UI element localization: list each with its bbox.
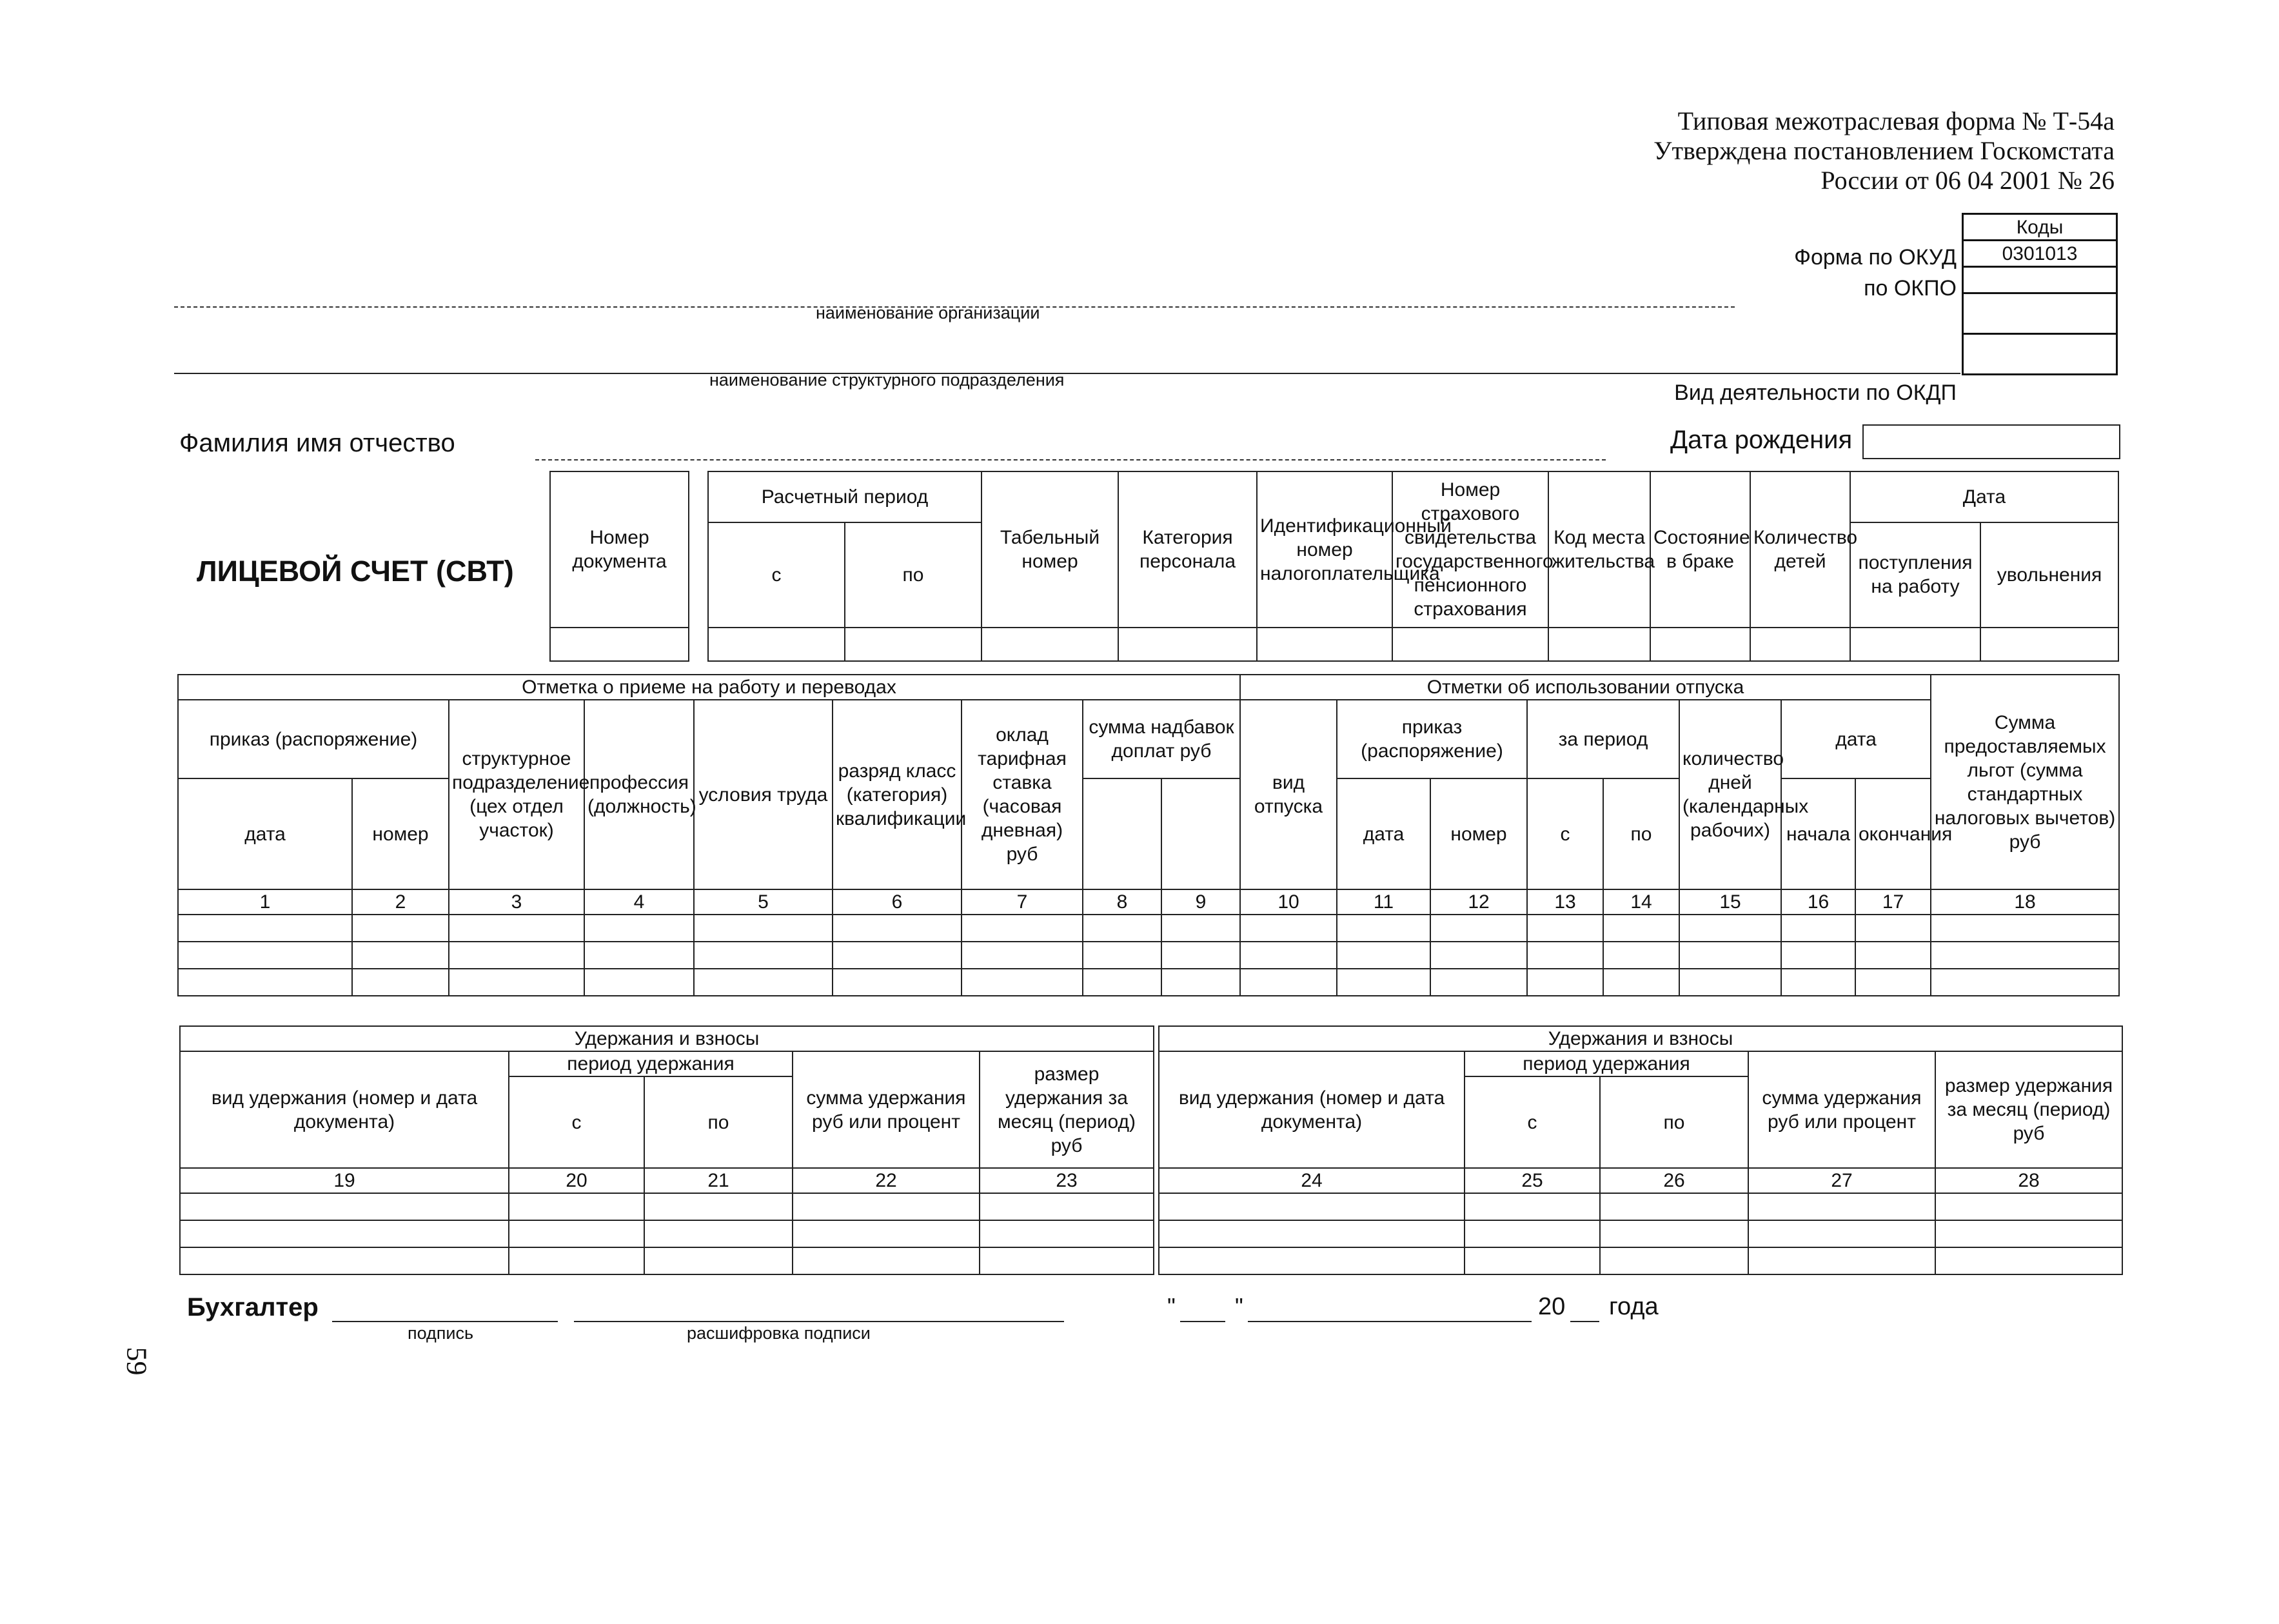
header-table	[549, 471, 2119, 662]
order-header: приказ (распоряжение)	[178, 700, 449, 778]
period-header: Расчетный период	[708, 471, 982, 522]
table-row[interactable]	[1159, 1193, 2122, 1220]
bonus-sub-2	[1161, 778, 1240, 889]
deduction-from-header: с	[1465, 1076, 1600, 1168]
dismiss-date-header: увольнения	[1980, 522, 2118, 628]
col-number: 16	[1781, 889, 1855, 915]
birth-label: Дата рождения	[1670, 426, 1853, 454]
cell[interactable]	[550, 628, 689, 661]
column-numbers-row	[178, 889, 2119, 915]
deduction-period-header: период удержания	[1465, 1051, 1748, 1076]
form-type: Типовая межотраслевая форма № Т-54а	[1677, 106, 2115, 135]
hire-vacation-table	[177, 674, 2120, 996]
col-number: 12	[1430, 889, 1527, 915]
cell[interactable]	[1548, 628, 1650, 661]
signature-caption: подпись	[408, 1323, 474, 1343]
inn-header: Идентификационный номер налогоплательщика	[1257, 471, 1392, 628]
year-suffix: года	[1609, 1293, 1659, 1320]
residence-header: Код места жительства	[1548, 471, 1650, 628]
deduction-amount-header: сумма удержания руб или процент	[793, 1051, 980, 1168]
benefits-header: Сумма предоставляемых льгот (сумма стандартных налоговых вычетов) руб	[1931, 675, 2119, 889]
col-number: 28	[1935, 1168, 2122, 1193]
grade-header: разряд класс (категория) квалификации	[833, 700, 962, 889]
deductions-group-header-right: Удержания и взносы	[1159, 1026, 2122, 1051]
col-number: 11	[1337, 889, 1430, 915]
day-line[interactable]	[1180, 1321, 1225, 1322]
okdp-value-1[interactable]	[1963, 293, 2117, 334]
deductions-table-right	[1158, 1025, 2123, 1275]
col-number: 15	[1679, 889, 1781, 915]
tab-number-header: Табельный номер	[982, 471, 1118, 628]
col-number: 5	[694, 889, 833, 915]
col-number: 26	[1600, 1168, 1748, 1193]
table-row[interactable]	[178, 942, 2119, 969]
col-number: 27	[1748, 1168, 1935, 1193]
deduction-type-header: вид удержания (номер и дата документа)	[180, 1051, 509, 1168]
end-header: окончания	[1855, 778, 1931, 889]
period-to-header: по	[845, 522, 982, 628]
salary-header: оклад тарифная ставка (часовая дневная) руб	[962, 700, 1083, 889]
quote-open: "	[1167, 1293, 1176, 1320]
cell[interactable]	[1850, 628, 1980, 661]
col-number: 14	[1603, 889, 1679, 915]
okpo-label: по ОКПО	[1864, 276, 1957, 301]
col-number: 7	[962, 889, 1083, 915]
period-from-header: с	[708, 522, 845, 628]
cell[interactable]	[1980, 628, 2118, 661]
profession-header: профессия (должность)	[584, 700, 694, 889]
cell[interactable]	[1650, 628, 1750, 661]
cell[interactable]	[1257, 628, 1392, 661]
col-number: 24	[1159, 1168, 1465, 1193]
order-date-header: дата	[178, 778, 352, 889]
vacation-type-header: вид отпуска	[1240, 700, 1337, 889]
category-header: Категория персонала	[1118, 471, 1257, 628]
decoding-caption: расшифровка подписи	[687, 1323, 871, 1343]
fio-label: Фамилия имя отчество	[179, 429, 455, 457]
deduction-from-header: с	[509, 1076, 644, 1168]
fio-line[interactable]	[535, 459, 1606, 460]
document-title: ЛИЦЕВОЙ СЧЕТ (СВТ)	[197, 555, 514, 588]
children-header: Количество детей	[1750, 471, 1850, 628]
cell[interactable]	[1118, 628, 1257, 661]
deductions-table-left	[179, 1025, 1154, 1275]
col-number: 23	[980, 1168, 1154, 1193]
col-number: 2	[352, 889, 449, 915]
col-number: 25	[1465, 1168, 1600, 1193]
conditions-header: условия труда	[694, 700, 833, 889]
bonus-header: сумма надбавок доплат руб	[1083, 700, 1240, 778]
vac-date-header: дата	[1337, 778, 1430, 889]
subdivision-line[interactable]	[174, 373, 1960, 374]
col-number: 18	[1931, 889, 2119, 915]
vac-period-header: за период	[1527, 700, 1679, 778]
cell[interactable]	[845, 628, 982, 661]
col-number: 4	[584, 889, 694, 915]
table-row[interactable]	[178, 915, 2119, 942]
cell[interactable]	[1750, 628, 1850, 661]
col-number: 21	[644, 1168, 793, 1193]
order-number-header: номер	[352, 778, 449, 889]
accountant-label: Бухгалтер	[187, 1293, 319, 1322]
quote-close: "	[1235, 1293, 1243, 1320]
codes-box	[1962, 213, 2118, 375]
codes-title: Коды	[1963, 214, 2117, 241]
table-row[interactable]	[180, 1193, 1154, 1220]
approval-line: Утверждена постановлением Госкомстата	[1653, 136, 2115, 165]
okud-label: Форма по ОКУД	[1794, 245, 1957, 270]
table-row[interactable]	[180, 1220, 1154, 1247]
signature-line[interactable]	[332, 1321, 558, 1322]
year-line[interactable]	[1570, 1321, 1599, 1322]
col-number: 19	[180, 1168, 509, 1193]
vac-from-header: с	[1527, 778, 1603, 889]
birth-date-field[interactable]	[1862, 424, 2120, 459]
vac-order-header: приказ (распоряжение)	[1337, 700, 1527, 778]
days-header: количество дней (календарных рабочих)	[1679, 700, 1781, 889]
deduction-monthly-header: размер удержания за месяц (период) руб	[1935, 1051, 2122, 1168]
form-header	[1653, 106, 2115, 195]
col-number: 3	[449, 889, 584, 915]
okud-value: 0301013	[1963, 241, 2117, 267]
cell[interactable]	[1392, 628, 1548, 661]
col-number: 8	[1083, 889, 1161, 915]
deduction-monthly-header: размер удержания за месяц (период) руб	[980, 1051, 1154, 1168]
column-numbers-row	[180, 1168, 1154, 1193]
subdivision-caption: наименование структурного подразделения	[709, 370, 1065, 390]
col-number: 1	[178, 889, 352, 915]
hire-date-header: поступления на работу	[1850, 522, 1980, 628]
marital-header: Состояние в браке	[1650, 471, 1750, 628]
cell[interactable]	[982, 628, 1118, 661]
okpo-value[interactable]	[1963, 267, 2117, 293]
okdp-value-2[interactable]	[1963, 334, 2117, 375]
snils-header: Номер страхового свидетельства государственного пенсионного страхования	[1392, 471, 1548, 628]
table-row[interactable]	[1159, 1220, 2122, 1247]
col-number: 10	[1240, 889, 1337, 915]
col-number: 13	[1527, 889, 1603, 915]
deduction-period-header: период удержания	[509, 1051, 793, 1076]
cell[interactable]	[708, 628, 845, 661]
col-number: 20	[509, 1168, 644, 1193]
year-prefix: 20	[1538, 1293, 1566, 1320]
vac-dates-header: дата	[1781, 700, 1931, 778]
deductions-group-header-left: Удержания и взносы	[180, 1026, 1154, 1051]
deduction-to-header: по	[644, 1076, 793, 1168]
column-numbers-row	[1159, 1168, 2122, 1193]
approval-date: России от 06 04 2001 № 26	[1820, 166, 2115, 195]
unit-header: структурное подразделение (цех отдел участок)	[449, 700, 584, 889]
col-number: 9	[1161, 889, 1240, 915]
okdp-label: Вид деятельности по ОКДП	[1674, 381, 1957, 405]
vacation-group-header: Отметки об использовании отпуска	[1240, 675, 1931, 700]
col-number: 22	[793, 1168, 980, 1193]
doc-number-header: Номер документа	[550, 471, 689, 628]
table-row[interactable]	[178, 969, 2119, 996]
decoding-line[interactable]	[574, 1321, 1064, 1322]
start-header: начала	[1781, 778, 1855, 889]
deduction-amount-header: сумма удержания руб или процент	[1748, 1051, 1935, 1168]
org-name-caption: наименование организации	[816, 303, 1040, 322]
vac-number-header: номер	[1430, 778, 1527, 889]
month-line[interactable]	[1248, 1321, 1532, 1322]
deduction-type-header: вид удержания (номер и дата документа)	[1159, 1051, 1465, 1168]
deduction-to-header: по	[1600, 1076, 1748, 1168]
page-number: 59	[121, 1347, 153, 1376]
hire-group-header: Отметка о приеме на работу и переводах	[178, 675, 1240, 700]
date-header: Дата	[1850, 471, 2118, 522]
bonus-sub-1	[1083, 778, 1161, 889]
table-row[interactable]	[1159, 1247, 2122, 1274]
table-row[interactable]	[180, 1247, 1154, 1274]
gap	[689, 471, 708, 661]
col-number: 6	[833, 889, 962, 915]
col-number: 17	[1855, 889, 1931, 915]
vac-to-header: по	[1603, 778, 1679, 889]
